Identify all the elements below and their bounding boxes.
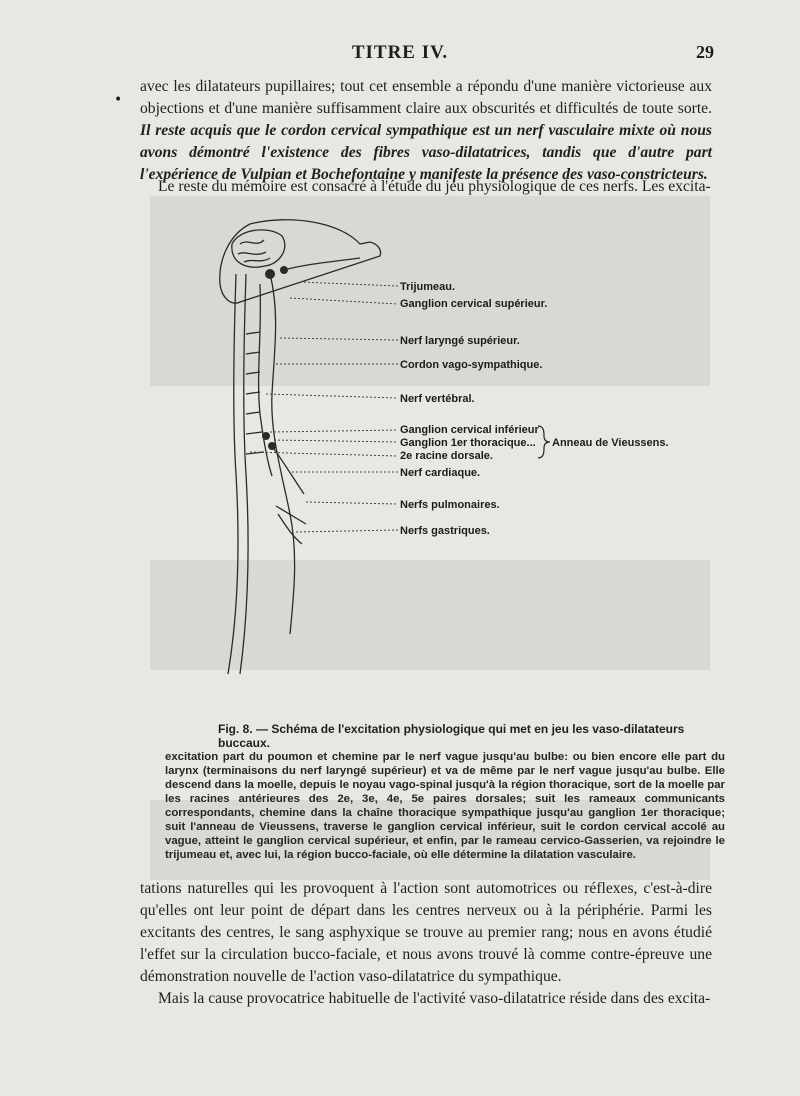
paragraph-1 [140, 76, 712, 186]
label-nerfs-pulmonaires: Nerfs pulmonaires. [400, 499, 500, 511]
label-nerf-vertebral: Nerf vertébral. [400, 393, 475, 405]
ganglion-trigeminal [280, 266, 288, 274]
trigeminal-branch [284, 258, 360, 270]
brain-folds [238, 240, 270, 262]
leader-3 [280, 338, 398, 340]
paragraph-2: Le reste du mémoire est consacré à l'étude du jeu physiologique de ces nerfs. Les excita- [158, 178, 711, 195]
label-ganglion-1er-thoracique: Ganglion 1er thoracique... [400, 437, 536, 449]
leader-6 [270, 430, 398, 432]
paragraph-3-text: tations naturelles qui les provoquent à l'action sont automotrices ou réflexes, c'est-à-dire qu'elles ont leur point de départ dans les centres nerveux ou à la périphérie. Parmi les excitants des centres, le sang asphyxique se trouve au premier rang; nous en avons étudié l'effet sur la circulation bucco-faciale, et nous avons trouvé là comme contre-épreuve une démonstration nouvelle de l'action vaso-dilatatrice du sympathique. [140, 880, 712, 985]
leader-8 [250, 452, 398, 456]
running-title: TITRE IV. [351, 42, 449, 63]
pulmonary-nerves [276, 506, 306, 544]
vagus-trunk [270, 274, 295, 634]
page-number: 29 [696, 42, 714, 62]
figure-caption: Fig. 8. — Schéma de l'excitation physiologique qui met en jeu les vaso-dilatateurs buccaux. [218, 722, 685, 750]
label-2e-racine-dorsale: 2e racine dorsale. [400, 450, 493, 462]
brace [538, 426, 550, 458]
paragraph-4: Mais la cause provocatrice habituelle de l'activité vaso-dilatatrice réside dans des excita- [158, 990, 711, 1007]
running-header [0, 40, 800, 70]
nerve-diagram-figure [210, 214, 680, 684]
ganglion-thoracic [268, 442, 276, 450]
label-nerf-laryngé-superieur: Nerf laryngé supérieur. [400, 335, 520, 347]
label-cordon-vago-sympathique: Cordon vago-sympathique. [400, 359, 543, 371]
brain-outline [232, 230, 285, 267]
spinal-cord-left [228, 274, 238, 674]
rib-roots [246, 332, 264, 454]
ganglion-superior [265, 269, 275, 279]
paragraph-1-italic: Il reste acquis que le cordon cervical sympathique est un nerf vasculaire mixte où nous avons démontré l'existence des fibres vaso-dilatatrices, tandis que d'autre part l'expérience de Vulpian et Bochefontaine y manifeste la présence des vaso-constricteurs. [140, 122, 712, 183]
label-ganglion-cervical-inferieur: Ganglion cervical inférieur [400, 424, 539, 436]
ganglion-inferior [262, 432, 270, 440]
label-nerfs-gastriques: Nerfs gastriques. [400, 525, 490, 537]
figure-caption-body: excitation part du poumon et chemine par le nerf vague jusqu'au bulbe: ou bien encore elle part du larynx (terminaisons du nerf laryngé supérieur) et va de même par le nerf vague jusqu'au bulbe. Elle descend dans la moelle, depuis le noyau vago-spinal jusqu'à la région thoracique, sort de la moelle par les racines antérieures des 2e, 3e, 4e, 5e paires dorsales; suit les rameaux communicants correspondants, chemine dans la chaîne thoracique sympathique jusqu'au ganglion 1er thoracique; suit l'anneau de Vieussens, traverse le ganglion cervical inférieur, suit le cordon cervical accolé au vague, atteint le ganglion cervical supérieur, et enfin, par le rameau cervico-Gasserien, va rejoindre le trijumeau et, avec lui, la région bucco-faciale, où elle détermine la dilatation vasculaire. [165, 751, 725, 861]
leader-2 [290, 298, 398, 304]
label-anneau-de-vieussens: Anneau de Vieussens. [552, 437, 669, 449]
label-nerf-cardiaque: Nerf cardiaque. [400, 467, 481, 479]
label-trijumeau: Trijumeau. [400, 281, 456, 293]
paragraph-3 [140, 878, 712, 1010]
leader-1 [300, 282, 398, 286]
label-ganglion-cervical-superieur: Ganglion cervical supérieur. [400, 298, 548, 310]
leader-5 [266, 394, 398, 398]
margin-mark: • [114, 92, 123, 108]
leader-7 [274, 440, 398, 442]
leader-11 [296, 530, 398, 532]
paragraph-1-text: avec les dilatateurs pupillaires; tout cet ensemble a répondu d'une manière victorieuse aux objections et d'une manière suffisamment claire aux obscurités et difficultés de toute sorte. [140, 78, 712, 117]
leader-10 [306, 502, 398, 504]
